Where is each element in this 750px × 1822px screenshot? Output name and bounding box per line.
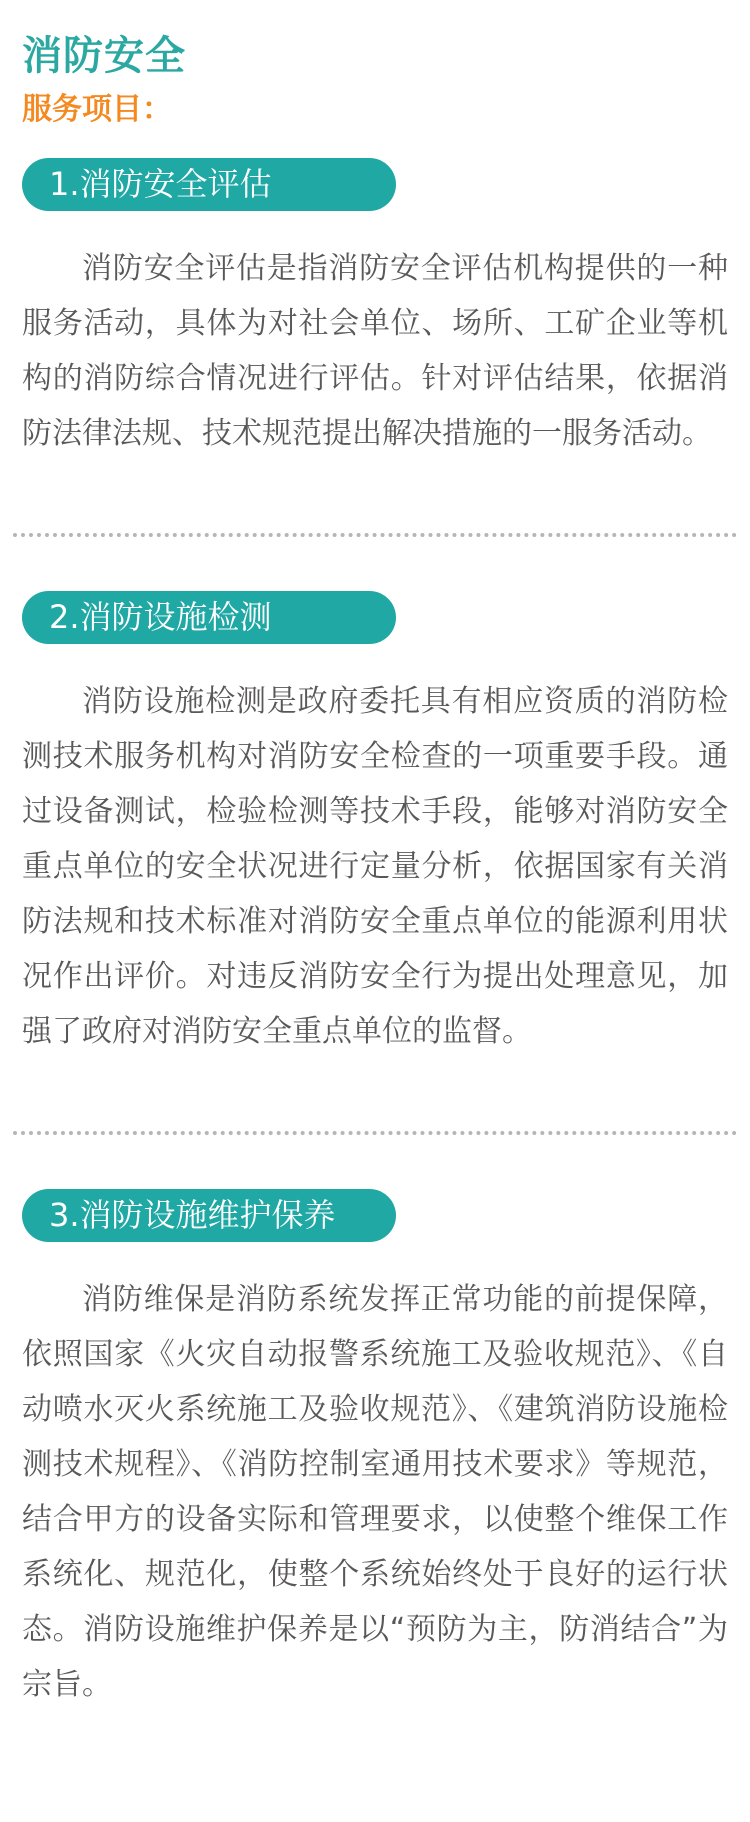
services-label: 服务项目：: [22, 92, 172, 127]
section-heading-pill-3: 3.消防设施维护保养: [22, 1189, 396, 1242]
page-title: 消防安全: [22, 33, 186, 79]
dotted-divider-1: [13, 533, 737, 537]
section-heading-pill-2: 2.消防设施检测: [22, 591, 396, 644]
dotted-divider-2: [13, 1131, 737, 1135]
section-body-2: 消防设施检测是政府委托具有相应资质的消防检测技术服务机构对消防安全检查的一项重要手段。通过设备测试，检验检测等技术手段，能够对消防安全重点单位的安全状况进行定量分析，依据国家有关消防法规和技术标准对消防安全重点单位的能源利用状况作出评价。对违反消防安全行为提出处理意见，加强了政府对消防安全重点单位的监督。: [22, 684, 728, 1049]
section-body-1: 消防安全评估是指消防安全评估机构提供的一种服务活动，具体为对社会单位、场所、工矿企业等机构的消防综合情况进行评估。针对评估结果，依据消防法律法规、技术规范提出解决措施的一服务活动。: [22, 251, 728, 451]
section-fire-safety-assessment: [22, 158, 728, 461]
section-fire-facility-inspection: [22, 591, 728, 1059]
section-heading-pill-1: 1.消防安全评估: [22, 158, 396, 211]
section-body-3: 消防维保是消防系统发挥正常功能的前提保障，依照国家《火灾自动报警系统施工及验收规范》、《自动喷水灭火系统施工及验收规范》、《建筑消防设施检测技术规程》、《消防控制室通用技术要求》等规范，结合甲方的设备实际和管理要求，以使整个维保工作系统化、规范化，使整个系统始终处于良好的运行状态。消防设施维护保养是以“预防为主，防消结合”为宗旨。: [22, 1282, 728, 1702]
section-fire-facility-maintenance: [22, 1189, 728, 1712]
